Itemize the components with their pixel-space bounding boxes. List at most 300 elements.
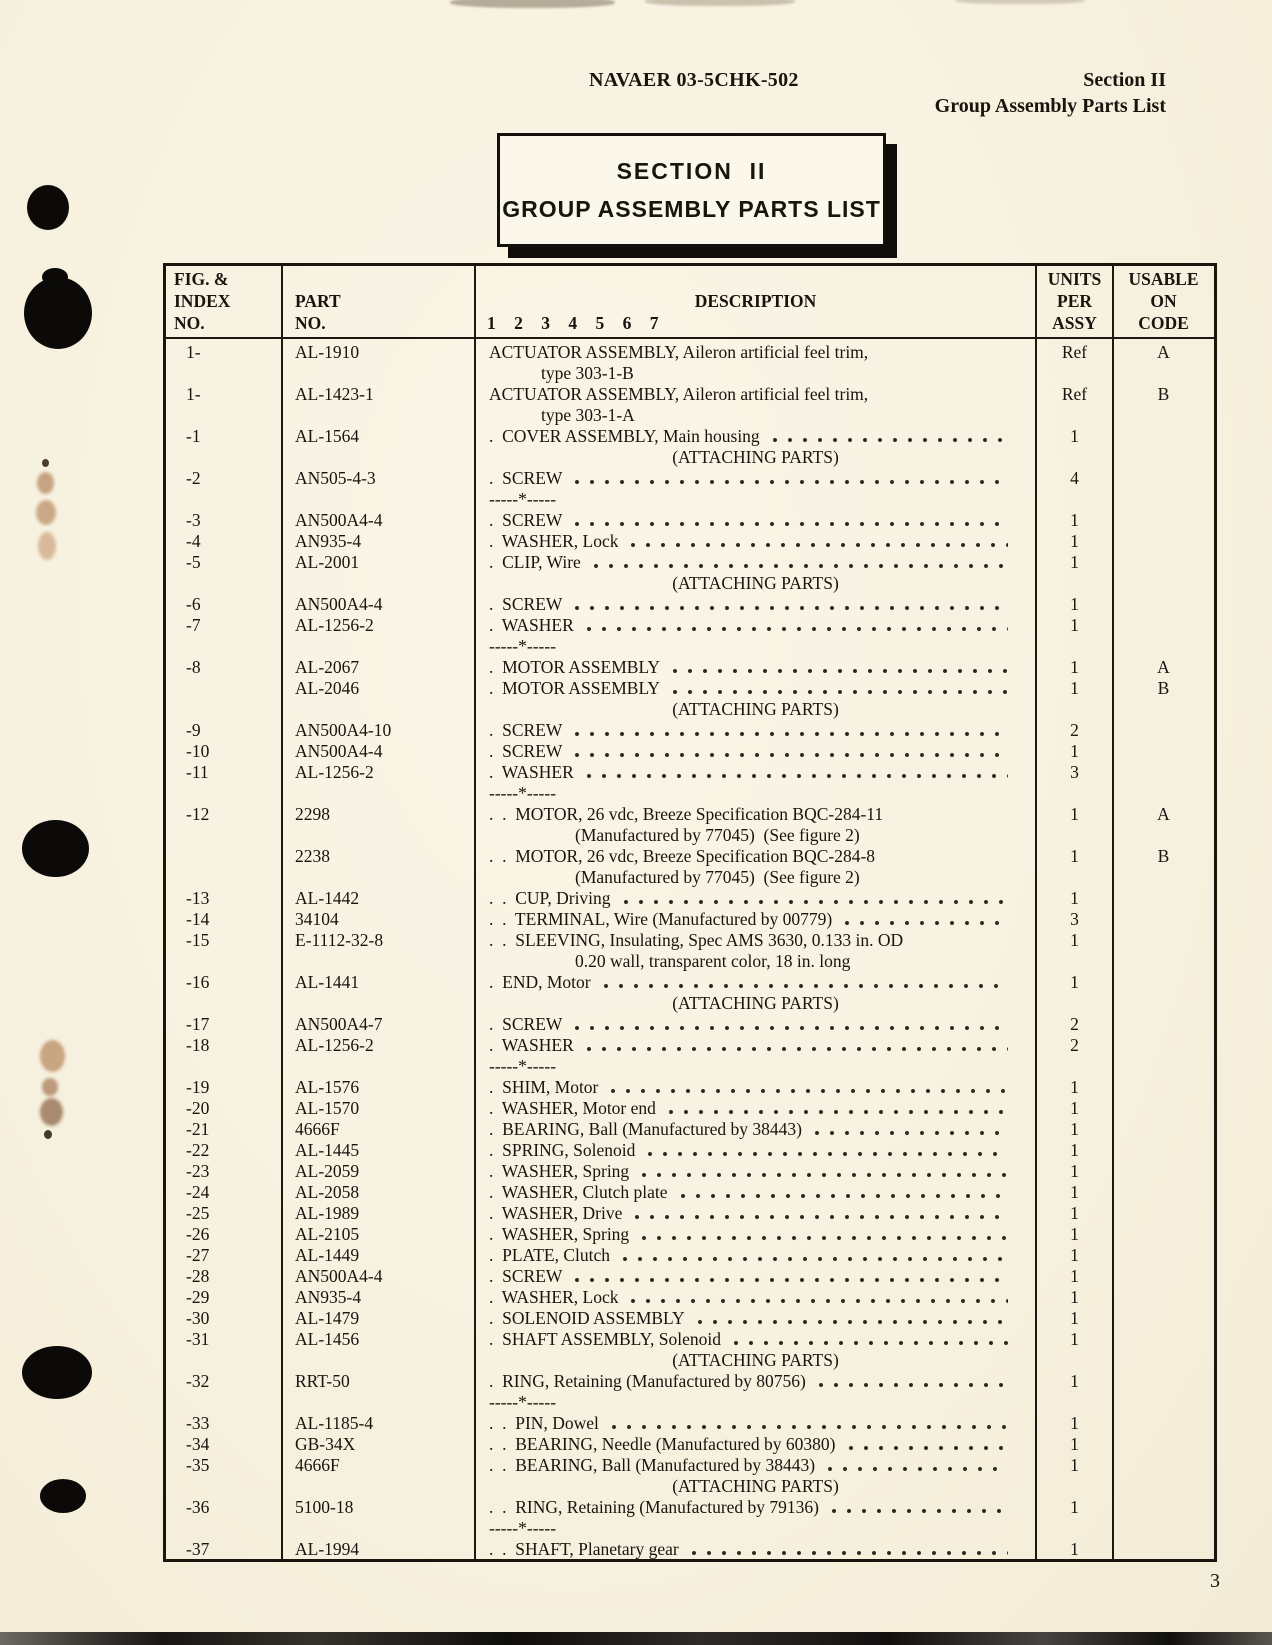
code-cell	[1113, 1287, 1214, 1308]
units-cell: 1	[1070, 1413, 1079, 1433]
table-row	[166, 384, 1214, 405]
code-cell	[1113, 1455, 1214, 1476]
code-cell	[1113, 1392, 1214, 1413]
fig-index-cell: -37	[186, 1539, 210, 1559]
dot-leader	[645, 1140, 1008, 1161]
description-cell	[475, 342, 1036, 363]
units-cell: 2	[1070, 1035, 1079, 1055]
units-cell: 1	[1070, 510, 1079, 530]
code-cell	[1113, 1203, 1214, 1224]
fig-index-cell: -25	[186, 1203, 210, 1223]
table-body	[166, 339, 1214, 1559]
units-cell	[1036, 573, 1113, 594]
code-cell	[1113, 363, 1214, 384]
units-cell: 1	[1070, 1287, 1079, 1307]
description-cell	[475, 657, 1036, 678]
attaching-parts-text: (ATTACHING PARTS)	[672, 447, 839, 467]
units-cell	[1036, 951, 1113, 972]
code-cell	[1113, 1329, 1214, 1350]
part-number-cell	[282, 1350, 475, 1371]
description-cell	[475, 531, 1036, 552]
ink-blot	[24, 277, 92, 349]
description-text: . . MOTOR, 26 vdc, Breeze Specification BQC-284-11	[489, 804, 884, 824]
fig-index-cell: -22	[186, 1140, 210, 1160]
fig-index-cell	[166, 678, 282, 699]
description-cell	[475, 1224, 1036, 1245]
part-number-cell: AL-2046	[295, 678, 360, 698]
description-continuation-text: type 303-1-B	[541, 363, 634, 383]
description-cell	[475, 741, 1036, 762]
table-row	[166, 1035, 1214, 1056]
units-cell: 3	[1070, 909, 1079, 929]
description-text: . MOTOR ASSEMBLY	[489, 657, 661, 677]
code-cell	[1113, 1371, 1214, 1392]
part-number-cell	[282, 573, 475, 594]
column-header-part-no	[282, 266, 475, 337]
code-cell: B	[1157, 384, 1170, 404]
fig-index-cell: -13	[186, 888, 210, 908]
table-row	[166, 510, 1214, 531]
scan-edge-artifact	[450, 0, 615, 8]
part-number-cell: AL-1570	[295, 1098, 360, 1118]
attaching-parts-text: (ATTACHING PARTS)	[672, 1350, 839, 1370]
dot-leader	[695, 1308, 1008, 1329]
dot-leader	[601, 972, 1008, 993]
dot-leader	[628, 531, 1008, 552]
fig-index-cell: -11	[186, 762, 209, 782]
units-cell: 1	[1070, 657, 1079, 677]
description-cell	[475, 363, 1036, 384]
units-cell: 1	[1070, 678, 1079, 698]
code-cell	[1113, 1035, 1214, 1056]
table-row	[166, 1539, 1214, 1559]
units-cell: 1	[1070, 1308, 1079, 1328]
document-number: NAVAER 03-5CHK-502	[589, 69, 799, 91]
table-row	[166, 552, 1214, 573]
fig-index-cell: -19	[186, 1077, 210, 1097]
part-number-cell	[282, 636, 475, 657]
description-text: . . BEARING, Ball (Manufactured by 38443)	[489, 1455, 816, 1475]
paper-stain	[44, 1130, 52, 1139]
description-text: . WASHER	[489, 1035, 574, 1055]
fig-index-cell: -30	[186, 1308, 210, 1328]
paper-stain	[40, 1040, 65, 1072]
dot-leader	[572, 1266, 1008, 1287]
attaching-parts-row	[166, 699, 1214, 720]
part-number-cell: 34104	[295, 909, 339, 929]
part-number-cell: AL-1445	[295, 1140, 360, 1160]
dot-leader	[689, 1539, 1008, 1559]
units-cell: Ref	[1061, 342, 1088, 362]
description-text: . COVER ASSEMBLY, Main housing	[489, 426, 760, 446]
header-line: FIG. &	[174, 269, 229, 289]
description-text: . RING, Retaining (Manufactured by 80756)	[489, 1371, 806, 1391]
section-title: SECTION II	[616, 158, 767, 184]
fig-index-cell	[166, 993, 282, 1014]
description-cell	[475, 846, 1036, 867]
units-cell: 1	[1070, 1119, 1079, 1139]
part-number-cell: AL-1441	[295, 972, 360, 992]
code-cell	[1113, 972, 1214, 993]
units-cell: 1	[1070, 1497, 1079, 1517]
description-text: . SCREW	[489, 594, 563, 614]
scan-edge-strip	[0, 1632, 1272, 1645]
table-row	[166, 1329, 1214, 1350]
part-number-cell	[282, 993, 475, 1014]
description-text: ACTUATOR ASSEMBLY, Aileron artificial feel trim,	[489, 342, 869, 362]
table-row	[166, 888, 1214, 909]
part-number-cell: AL-1910	[295, 342, 360, 362]
attaching-parts-label	[475, 1350, 1036, 1371]
separator-text: -----*-----	[489, 1392, 557, 1412]
code-cell	[1113, 783, 1214, 804]
description-cell	[475, 1140, 1036, 1161]
code-cell	[1113, 1161, 1214, 1182]
description-text: . SCREW	[489, 1266, 563, 1286]
separator-star	[475, 1392, 1036, 1413]
description-cell	[475, 1455, 1036, 1476]
fig-index-cell: 1-	[186, 384, 201, 404]
running-header	[935, 67, 1166, 119]
separator-text: -----*-----	[489, 489, 557, 509]
dot-leader	[572, 510, 1008, 531]
table-row	[166, 1434, 1214, 1455]
table-row	[166, 1413, 1214, 1434]
code-cell	[1113, 594, 1214, 615]
units-cell	[1036, 1392, 1113, 1413]
fig-index-cell	[166, 405, 282, 426]
header-line: ON	[1150, 291, 1177, 311]
dot-leader	[591, 552, 1008, 573]
table-row	[166, 426, 1214, 447]
description-cell	[475, 1266, 1036, 1287]
part-number-cell: AN500A4-4	[295, 1266, 383, 1286]
fig-index-cell: -9	[186, 720, 201, 740]
code-cell	[1113, 699, 1214, 720]
units-cell	[1036, 1476, 1113, 1497]
dot-leader	[666, 1098, 1008, 1119]
table-row	[166, 678, 1214, 699]
attaching-parts-row	[166, 447, 1214, 468]
code-cell: A	[1157, 657, 1170, 677]
fig-index-cell	[166, 363, 282, 384]
units-cell	[1036, 363, 1113, 384]
code-cell	[1113, 489, 1214, 510]
dot-leader	[572, 720, 1008, 741]
description-cell	[475, 405, 1036, 426]
code-cell	[1113, 909, 1214, 930]
description-cell	[475, 1539, 1036, 1559]
fig-index-cell: -20	[186, 1098, 210, 1118]
attaching-parts-row	[166, 573, 1214, 594]
separator-row	[166, 783, 1214, 804]
units-cell	[1036, 1518, 1113, 1539]
part-number-cell: AN505-4-3	[295, 468, 376, 488]
code-cell: B	[1157, 678, 1170, 698]
code-cell	[1113, 510, 1214, 531]
fig-index-cell	[166, 1392, 282, 1413]
separator-star	[475, 636, 1036, 657]
part-number-cell	[282, 1476, 475, 1497]
header-line: DESCRIPTION	[694, 291, 817, 311]
fig-index-cell: -7	[186, 615, 201, 635]
section-title-box	[497, 133, 886, 247]
table-row	[166, 531, 1214, 552]
description-cell	[475, 552, 1036, 573]
units-cell: 1	[1070, 888, 1079, 908]
table-row-continuation	[166, 867, 1214, 888]
description-cell	[475, 615, 1036, 636]
attaching-parts-label	[475, 1476, 1036, 1497]
description-cell	[475, 426, 1036, 447]
fig-index-cell: -33	[186, 1413, 210, 1433]
description-cell	[475, 510, 1036, 531]
fig-index-cell: -26	[186, 1224, 210, 1244]
code-cell	[1113, 615, 1214, 636]
fig-index-cell	[166, 573, 282, 594]
header-line: INDEX	[174, 291, 231, 311]
fig-index-cell	[166, 489, 282, 510]
table-row	[166, 930, 1214, 951]
units-cell: 1	[1070, 1455, 1079, 1475]
units-cell	[1036, 783, 1113, 804]
scan-edge-artifact	[645, 0, 795, 6]
paper-stain	[38, 532, 56, 560]
table-row	[166, 1098, 1214, 1119]
description-cell	[475, 1098, 1036, 1119]
fig-index-cell	[166, 951, 282, 972]
units-cell: 1	[1070, 1098, 1079, 1118]
table-row	[166, 1203, 1214, 1224]
column-header-description	[475, 266, 1036, 337]
attaching-parts-label	[475, 699, 1036, 720]
description-text: . SCREW	[489, 468, 563, 488]
header-line: NO.	[174, 313, 205, 333]
header-line: PER	[1057, 291, 1092, 311]
code-cell	[1113, 1056, 1214, 1077]
description-cell	[475, 804, 1036, 825]
dot-leader	[632, 1203, 1008, 1224]
part-number-cell: AL-2059	[295, 1161, 360, 1181]
header-line: PART	[295, 291, 341, 311]
table-row	[166, 468, 1214, 489]
units-cell	[1036, 867, 1113, 888]
attaching-parts-label	[475, 573, 1036, 594]
part-number-cell: AN500A4-4	[295, 594, 383, 614]
description-cell	[475, 825, 1036, 846]
fig-index-cell	[166, 699, 282, 720]
description-text: . MOTOR ASSEMBLY	[489, 678, 661, 698]
units-cell: 1	[1070, 1140, 1079, 1160]
table-row	[166, 909, 1214, 930]
description-cell	[475, 1413, 1036, 1434]
code-cell	[1113, 573, 1214, 594]
paper-stain	[36, 500, 56, 525]
ink-blot	[40, 1479, 86, 1513]
units-cell: 1	[1070, 1182, 1079, 1202]
table-row	[166, 1224, 1214, 1245]
paper-stain	[37, 472, 54, 494]
description-text: . . SHAFT, Planetary gear	[489, 1539, 679, 1559]
table-row	[166, 1287, 1214, 1308]
table-row	[166, 1497, 1214, 1518]
fig-index-cell	[166, 783, 282, 804]
fig-index-cell	[166, 1476, 282, 1497]
fig-index-cell: -23	[186, 1161, 210, 1181]
description-cell	[475, 384, 1036, 405]
code-cell: B	[1157, 846, 1170, 866]
fig-index-cell: -2	[186, 468, 201, 488]
description-cell	[475, 720, 1036, 741]
units-cell: 1	[1070, 1329, 1079, 1349]
header-line	[475, 268, 1036, 290]
column-header-units-per-assy	[1036, 266, 1113, 337]
part-number-cell: AL-1185-4	[295, 1413, 374, 1433]
fig-index-cell: -36	[186, 1497, 210, 1517]
description-cell	[475, 1308, 1036, 1329]
units-cell: 1	[1070, 552, 1079, 572]
parts-table	[163, 263, 1217, 1562]
dot-leader	[639, 1161, 1008, 1182]
code-cell	[1113, 1434, 1214, 1455]
description-cell	[475, 1119, 1036, 1140]
dot-leader	[584, 615, 1008, 636]
part-number-cell	[282, 867, 475, 888]
dot-leader	[608, 1077, 1008, 1098]
description-continuation-text: 0.20 wall, transparent color, 18 in. long	[575, 951, 851, 971]
code-cell	[1113, 993, 1214, 1014]
part-number-cell: AL-2058	[295, 1182, 360, 1202]
header-line: NO.	[295, 313, 326, 333]
running-header-subtitle: Group Assembly Parts List	[934, 95, 1166, 117]
description-text: ACTUATOR ASSEMBLY, Aileron artificial feel trim,	[489, 384, 869, 404]
description-cell	[475, 930, 1036, 951]
code-cell	[1113, 1497, 1214, 1518]
fig-index-cell	[166, 867, 282, 888]
units-cell: 3	[1070, 762, 1079, 782]
fig-index-cell: 1-	[186, 342, 201, 362]
code-cell: A	[1157, 804, 1170, 824]
part-number-cell: 2298	[295, 804, 330, 824]
header-indenture-digits: 1 2 3 4 5 6 7	[487, 313, 666, 333]
part-number-cell: 2238	[295, 846, 330, 866]
description-cell	[475, 1329, 1036, 1350]
part-number-cell: E-1112-32-8	[295, 930, 384, 950]
code-cell	[1113, 720, 1214, 741]
part-number-cell: AN500A4-7	[295, 1014, 383, 1034]
header-line	[295, 268, 475, 290]
description-cell	[475, 909, 1036, 930]
units-cell: 1	[1070, 1371, 1079, 1391]
table-row	[166, 762, 1214, 783]
code-cell: A	[1157, 342, 1170, 362]
fig-index-cell: -32	[186, 1371, 210, 1391]
code-cell	[1113, 825, 1214, 846]
table-row	[166, 804, 1214, 825]
part-number-cell: AL-1576	[295, 1077, 360, 1097]
part-number-cell	[282, 489, 475, 510]
code-cell	[1113, 636, 1214, 657]
dot-leader	[842, 909, 1008, 930]
part-number-cell	[282, 447, 475, 468]
dot-leader	[812, 1119, 1008, 1140]
part-number-cell	[282, 783, 475, 804]
dot-leader	[829, 1497, 1008, 1518]
fig-index-cell: -24	[186, 1182, 210, 1202]
running-header-section: Section II	[1083, 69, 1166, 91]
description-text: . WASHER	[489, 762, 574, 782]
description-text: . WASHER, Spring	[489, 1161, 630, 1181]
attaching-parts-text: (ATTACHING PARTS)	[672, 573, 839, 593]
table-row	[166, 1308, 1214, 1329]
separator-row	[166, 1056, 1214, 1077]
units-cell	[1036, 825, 1113, 846]
units-cell: 1	[1070, 1203, 1079, 1223]
dot-leader	[572, 1014, 1008, 1035]
description-cell	[475, 762, 1036, 783]
description-cell	[475, 951, 1036, 972]
code-cell	[1113, 1266, 1214, 1287]
fig-index-cell: -34	[186, 1434, 210, 1454]
description-text: . WASHER, Spring	[489, 1224, 630, 1244]
part-number-cell: AN500A4-4	[295, 741, 383, 761]
dot-leader	[825, 1455, 1008, 1476]
separator-star	[475, 1056, 1036, 1077]
description-text: . SHIM, Motor	[489, 1077, 599, 1097]
table-row	[166, 342, 1214, 363]
part-number-cell: AL-1989	[295, 1203, 360, 1223]
code-cell	[1113, 930, 1214, 951]
table-row	[166, 741, 1214, 762]
description-cell	[475, 1182, 1036, 1203]
description-cell	[475, 1371, 1036, 1392]
separator-text: -----*-----	[489, 636, 557, 656]
code-cell	[1113, 1014, 1214, 1035]
units-cell	[1036, 636, 1113, 657]
description-cell	[475, 594, 1036, 615]
fig-index-cell: -15	[186, 930, 210, 950]
description-cell	[475, 1203, 1036, 1224]
description-text: . . PIN, Dowel	[489, 1413, 599, 1433]
table-row	[166, 657, 1214, 678]
attaching-parts-row	[166, 1350, 1214, 1371]
fig-index-cell	[166, 846, 282, 867]
dot-leader	[770, 426, 1008, 447]
units-cell: 1	[1070, 930, 1079, 950]
paper-stain	[42, 459, 49, 467]
code-cell	[1113, 1077, 1214, 1098]
table-row	[166, 1077, 1214, 1098]
part-number-cell: AL-2067	[295, 657, 360, 677]
header-line: USABLE	[1128, 269, 1199, 289]
code-cell	[1113, 762, 1214, 783]
fig-index-cell: -14	[186, 909, 210, 929]
ink-blot	[22, 820, 89, 877]
description-cell	[475, 678, 1036, 699]
dot-leader	[731, 1329, 1008, 1350]
description-text: . . MOTOR, 26 vdc, Breeze Specification BQC-284-8	[489, 846, 876, 866]
description-text: . SOLENOID ASSEMBLY	[489, 1308, 685, 1328]
code-cell	[1113, 1350, 1214, 1371]
code-cell	[1113, 1119, 1214, 1140]
description-text: . SCREW	[489, 510, 563, 530]
part-number-cell: AL-1479	[295, 1308, 360, 1328]
description-cell	[475, 1287, 1036, 1308]
fig-index-cell: -3	[186, 510, 201, 530]
code-cell	[1113, 1224, 1214, 1245]
units-cell: 2	[1070, 1014, 1079, 1034]
dot-leader	[670, 678, 1008, 699]
